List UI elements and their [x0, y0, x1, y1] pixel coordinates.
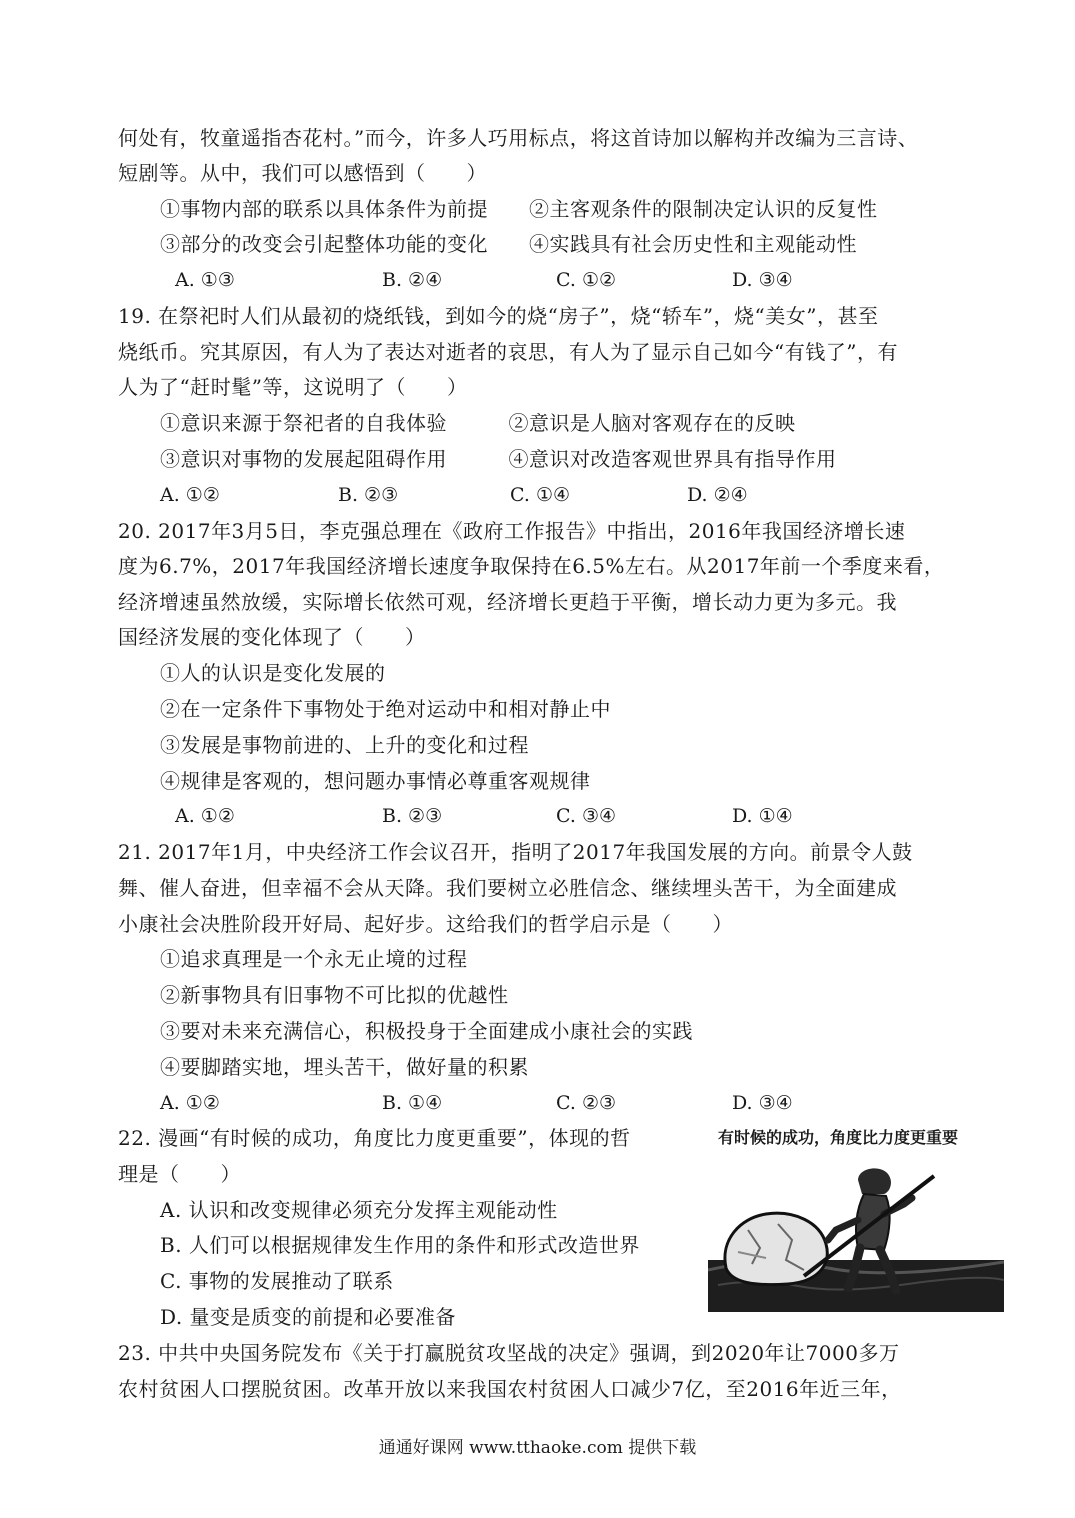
- cartoon-image: [708, 1160, 1004, 1312]
- statement-line: ①事物内部的联系以具体条件为前提 ②主客观条件的限制决定认识的反复性: [160, 197, 878, 221]
- choice-line: D. 量变是质变的前提和必要准备: [160, 1305, 457, 1329]
- text-line: 短剧等。从中，我们可以感悟到（ ）: [118, 161, 487, 185]
- option-d: D. ②④: [687, 484, 748, 506]
- statement-line: ③部分的改变会引起整体功能的变化 ④实践具有社会历史性和主观能动性: [160, 232, 857, 256]
- text-line: 何处有，牧童遥指杏花村。”而今，许多人巧用标点，将这首诗加以解构并改编为三言诗、: [118, 126, 919, 150]
- statement-line: ②新事物具有旧事物不可比拟的优越性: [160, 983, 509, 1007]
- option-d: D. ③④: [732, 1092, 793, 1114]
- option-a: A. ①③: [175, 269, 235, 291]
- option-a: A. ①②: [175, 805, 235, 827]
- text-line: 度为6.7%，2017年我国经济增长速度争取保持在6.5%左右。从2017年前一个季度来看，: [118, 554, 945, 578]
- option-a: A. ①②: [160, 1092, 220, 1114]
- choice-line: C. 事物的发展推动了联系: [160, 1269, 394, 1293]
- text-line: 舞、催人奋进，但幸福不会从天降。我们要树立必胜信念、继续埋头苦干，为全面建成: [118, 876, 897, 900]
- statement-line: ①追求真理是一个永无止境的过程: [160, 947, 468, 971]
- text-line: 人为了“赶时髦”等，这说明了（ ）: [118, 375, 468, 399]
- question-19-line: 19. 在祭祀时人们从最初的烧纸钱，到如今的烧“房子”，烧“轿车”，烧“美女”，甚至: [118, 304, 879, 328]
- choice-line: B. 人们可以根据规律发生作用的条件和形式改造世界: [160, 1233, 640, 1257]
- text-line: 经济增速虽然放缓，实际增长依然可观，经济增长更趋于平衡，增长动力更为多元。我: [118, 590, 897, 614]
- text-line: 国经济发展的变化体现了（ ）: [118, 625, 426, 649]
- option-a: A. ①②: [160, 484, 220, 506]
- option-c: C. ③④: [556, 805, 617, 827]
- statement-line: ③意识对事物的发展起阻碍作用 ④意识对改造客观世界具有指导作用: [160, 447, 837, 471]
- statement-line: ④要脚踏实地，埋头苦干，做好量的积累: [160, 1055, 529, 1079]
- statement-line: ②在一定条件下事物处于绝对运动中和相对静止中: [160, 697, 611, 721]
- option-b: B. ①④: [382, 1092, 443, 1114]
- rock-shape: [725, 1213, 827, 1284]
- question-20-line: 20. 2017年3月5日，李克强总理在《政府工作报告》中指出，2016年我国经济增长速: [118, 519, 906, 543]
- statement-line: ④规律是客观的，想问题办事情必尊重客观规律: [160, 769, 591, 793]
- choice-line: A. 认识和改变规律必须充分发挥主观能动性: [160, 1198, 558, 1222]
- option-b: B. ②③: [382, 805, 443, 827]
- text-line: 烧纸币。究其原因，有人为了表达对逝者的哀思，有人为了显示自己如今“有钱了”，有: [118, 340, 898, 364]
- option-b: B. ②④: [382, 269, 443, 291]
- text-line: 小康社会决胜阶段开好局、起好步。这给我们的哲学启示是（ ）: [118, 912, 733, 936]
- option-c: C. ①②: [556, 269, 617, 291]
- question-21-line: 21. 2017年1月，中央经济工作会议召开，指明了2017年我国发展的方向。前景令人鼓: [118, 840, 913, 864]
- text-line: 农村贫困人口摆脱贫困。改革开放以来我国农村贫困人口减少7亿，至2016年近三年，: [118, 1377, 902, 1401]
- option-d: D. ①④: [732, 805, 793, 827]
- question-22-line: 22. 漫画“有时候的成功，角度比力度更重要”，体现的哲: [118, 1126, 631, 1150]
- option-c: C. ①④: [510, 484, 571, 506]
- question-23-line: 23. 中共中央国务院发布《关于打赢脱贫攻坚战的决定》强调，到2020年让7000多万: [118, 1341, 900, 1365]
- statement-line: ③要对未来充满信心，积极投身于全面建成小康社会的实践: [160, 1019, 693, 1043]
- option-d: D. ③④: [732, 269, 793, 291]
- option-b: B. ②③: [338, 484, 399, 506]
- statement-line: ①意识来源于祭祀者的自我体验 ②意识是人脑对客观存在的反映: [160, 411, 796, 435]
- statement-line: ③发展是事物前进的、上升的变化和过程: [160, 733, 529, 757]
- statement-line: ①人的认识是变化发展的: [160, 661, 386, 685]
- option-c: C. ②③: [556, 1092, 617, 1114]
- text-line: 理是（ ）: [118, 1162, 241, 1186]
- cartoon-caption: 有时候的成功，角度比力度更重要: [718, 1128, 959, 1147]
- footer-source: 通通好课网 www.tthaoke.com 提供下载: [378, 1438, 697, 1458]
